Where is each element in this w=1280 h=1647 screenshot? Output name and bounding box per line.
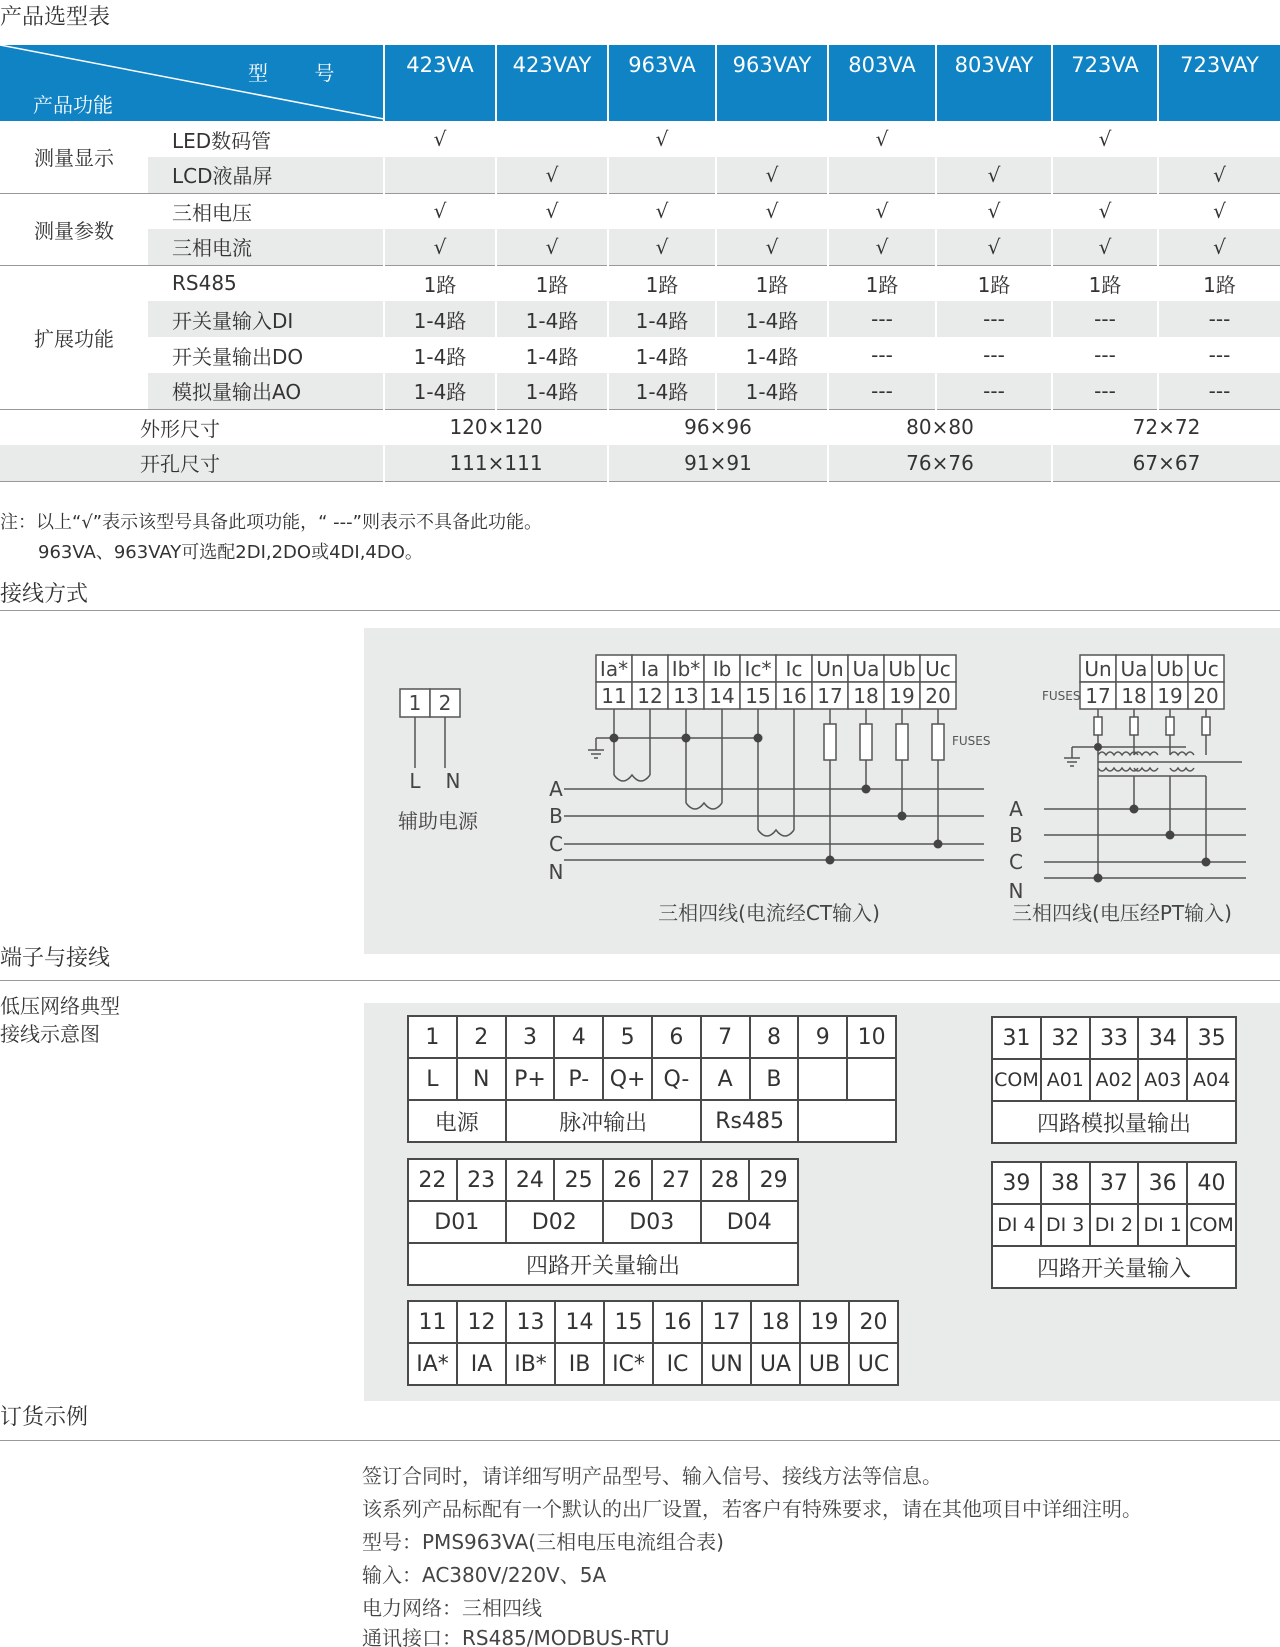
ct-num-label: 19 bbox=[889, 684, 915, 708]
terminal-label bbox=[798, 1058, 847, 1100]
group-label: 测量显示 bbox=[0, 121, 148, 193]
terminal-number: 3 bbox=[506, 1016, 555, 1058]
low-voltage-label-2: 接线示意图 bbox=[0, 1022, 100, 1046]
phase-label: B bbox=[549, 804, 563, 828]
table-cell: √ bbox=[828, 193, 936, 229]
divider bbox=[0, 610, 1280, 611]
pt-wiring bbox=[1044, 709, 1246, 878]
terminal-label: UN bbox=[702, 1343, 751, 1385]
table-cell: 1路 bbox=[1052, 265, 1158, 301]
feature-label: 模拟量输出AO bbox=[148, 373, 384, 409]
aux-label-l: L bbox=[409, 769, 421, 793]
terminal-group bbox=[798, 1100, 896, 1142]
table-cell: 1-4路 bbox=[496, 373, 608, 409]
pt-fuses-label: FUSES bbox=[1042, 689, 1081, 703]
terminal-number: 4 bbox=[554, 1016, 603, 1058]
table-cell: √ bbox=[828, 229, 936, 265]
dimension-label: 外形尺寸 bbox=[0, 409, 384, 445]
table-cell: 1路 bbox=[608, 265, 716, 301]
table-cell bbox=[1052, 157, 1158, 193]
table-cell: --- bbox=[1158, 373, 1280, 409]
table-cell: 1-4路 bbox=[496, 337, 608, 373]
table-cell: √ bbox=[384, 229, 496, 265]
table-cell: --- bbox=[1158, 301, 1280, 337]
table-cell: --- bbox=[1052, 373, 1158, 409]
pt-phase-label: C bbox=[1009, 850, 1023, 874]
terminal-label bbox=[847, 1058, 896, 1100]
terminal-number: 15 bbox=[604, 1301, 653, 1343]
terminal-number: 8 bbox=[750, 1016, 799, 1058]
feature-label: LCD液晶屏 bbox=[148, 157, 384, 193]
order-line: 该系列产品标配有一个默认的出厂设置，若客户有特殊要求，请在其他项目中详细注明。 bbox=[362, 1497, 1142, 1521]
ct-top-label: Ib* bbox=[671, 657, 701, 681]
table-row bbox=[0, 301, 1280, 337]
table-cell: 1-4路 bbox=[608, 301, 716, 337]
pt-phase-label: B bbox=[1009, 823, 1023, 847]
table-cell: √ bbox=[716, 193, 828, 229]
terminal-label: A bbox=[701, 1058, 750, 1100]
terminal-label: A04 bbox=[1187, 1059, 1236, 1101]
pt-phase-label: N bbox=[1008, 879, 1024, 903]
terminal-label: Q- bbox=[652, 1058, 701, 1100]
terminal-number: 17 bbox=[702, 1301, 751, 1343]
pt-num-label: 19 bbox=[1157, 684, 1183, 708]
ct-num-label: 18 bbox=[853, 684, 879, 708]
terminal-label: UB bbox=[800, 1343, 849, 1385]
order-line: 输入：AC380V/220V、5A bbox=[362, 1563, 607, 1587]
feature-label: 三相电压 bbox=[148, 193, 384, 229]
table-cell: --- bbox=[936, 337, 1052, 373]
terminal-group: 四路开关量输出 bbox=[408, 1243, 798, 1285]
model-header: 803VAY bbox=[936, 45, 1052, 121]
wiring-diagram bbox=[364, 628, 1280, 954]
terminal-label: DI 3 bbox=[1041, 1204, 1090, 1246]
table-cell: √ bbox=[1052, 121, 1158, 157]
table-cell: 1-4路 bbox=[608, 337, 716, 373]
table-cell: √ bbox=[608, 229, 716, 265]
terminal-block-do bbox=[407, 1158, 799, 1286]
pt-top-label: Un bbox=[1084, 657, 1112, 681]
terminal-number: 26 bbox=[603, 1159, 652, 1201]
table-cell: --- bbox=[936, 373, 1052, 409]
terminal-label: A02 bbox=[1090, 1059, 1139, 1101]
table-cell: 1路 bbox=[716, 265, 828, 301]
model-header: 723VA bbox=[1052, 45, 1158, 121]
table-cell: --- bbox=[1158, 337, 1280, 373]
terminal-label: D01 bbox=[408, 1201, 506, 1243]
terminal-label: DI 2 bbox=[1090, 1204, 1139, 1246]
note-line-1: 注：以上“√”表示该型号具备此项功能，“ ---”则表示不具备此功能。 bbox=[0, 512, 542, 533]
terminal-label: DI 1 bbox=[1138, 1204, 1187, 1246]
ct-num-label: 20 bbox=[925, 684, 951, 708]
terminal-number: 22 bbox=[408, 1159, 457, 1201]
terminal-label: IC* bbox=[604, 1343, 653, 1385]
table-corner-cell bbox=[0, 45, 384, 121]
terminal-label: IB* bbox=[506, 1343, 555, 1385]
terminal-label: L bbox=[408, 1058, 457, 1100]
ct-top-label: Ic* bbox=[744, 657, 772, 681]
terminal-block-di bbox=[991, 1161, 1237, 1289]
terminal-number: 20 bbox=[849, 1301, 898, 1343]
terminal-label: IC bbox=[653, 1343, 702, 1385]
feature-label: 三相电流 bbox=[148, 229, 384, 265]
terminal-number: 29 bbox=[749, 1159, 798, 1201]
table-cell: 1路 bbox=[384, 265, 496, 301]
table-cell bbox=[1158, 121, 1280, 157]
model-header: 803VA bbox=[828, 45, 936, 121]
table-cell: 91×91 bbox=[608, 445, 828, 481]
pt-num-label: 17 bbox=[1085, 684, 1111, 708]
terminal-group: 脉冲输出 bbox=[506, 1100, 701, 1142]
table-cell: 1路 bbox=[496, 265, 608, 301]
table-cell: √ bbox=[936, 157, 1052, 193]
phase-label: A bbox=[549, 777, 563, 801]
table-row bbox=[0, 229, 1280, 265]
pt-terminal-block bbox=[1080, 655, 1224, 709]
ct-top-label: Ic bbox=[785, 657, 803, 681]
table-row bbox=[0, 445, 1280, 481]
terminal-number: 19 bbox=[800, 1301, 849, 1343]
table-cell: √ bbox=[384, 121, 496, 157]
table-cell bbox=[608, 157, 716, 193]
table-cell: --- bbox=[828, 373, 936, 409]
table-row bbox=[0, 337, 1280, 373]
table-row bbox=[0, 265, 1280, 301]
table-cell: 76×76 bbox=[828, 445, 1052, 481]
pt-num-label: 18 bbox=[1121, 684, 1147, 708]
terminal-number: 6 bbox=[652, 1016, 701, 1058]
terminal-label: IB bbox=[555, 1343, 604, 1385]
terminal-block-ao bbox=[991, 1016, 1237, 1144]
model-header: 423VAY bbox=[496, 45, 608, 121]
table-cell: √ bbox=[608, 193, 716, 229]
terminal-label: N bbox=[457, 1058, 506, 1100]
table-cell: √ bbox=[1052, 193, 1158, 229]
ct-nodes bbox=[610, 734, 943, 865]
table-cell: √ bbox=[828, 121, 936, 157]
section-title-selection: 产品选型表 bbox=[0, 5, 111, 30]
table-cell: 1-4路 bbox=[384, 337, 496, 373]
table-cell: 1路 bbox=[936, 265, 1052, 301]
model-header: 723VAY bbox=[1158, 45, 1280, 121]
table-cell bbox=[716, 121, 828, 157]
section-title-terminals: 端子与接线 bbox=[0, 946, 111, 971]
pt-top-label: Ua bbox=[1120, 657, 1148, 681]
terminal-number: 13 bbox=[506, 1301, 555, 1343]
ct-num-label: 11 bbox=[601, 684, 627, 708]
table-cell: --- bbox=[1052, 337, 1158, 373]
order-line: 通讯接口：RS485/MODBUS-RTU bbox=[362, 1626, 670, 1647]
terminal-block-inputs bbox=[407, 1300, 899, 1386]
order-line: 电力网络：三相四线 bbox=[362, 1596, 542, 1620]
fuses-label: FUSES bbox=[952, 734, 991, 748]
terminal-group: 四路模拟量输出 bbox=[992, 1101, 1236, 1143]
feature-label: RS485 bbox=[148, 265, 384, 301]
product-selection-table bbox=[0, 45, 1280, 482]
table-row bbox=[0, 121, 1280, 157]
table-cell: √ bbox=[936, 193, 1052, 229]
terminal-number: 40 bbox=[1187, 1162, 1236, 1204]
table-cell: 96×96 bbox=[608, 409, 828, 445]
table-cell: √ bbox=[716, 157, 828, 193]
ct-num-label: 15 bbox=[745, 684, 771, 708]
table-cell: √ bbox=[1158, 193, 1280, 229]
terminal-number: 18 bbox=[751, 1301, 800, 1343]
table-cell: 120×120 bbox=[384, 409, 608, 445]
table-cell: √ bbox=[384, 193, 496, 229]
table-cell bbox=[828, 157, 936, 193]
terminal-number: 14 bbox=[555, 1301, 604, 1343]
terminal-number: 35 bbox=[1187, 1017, 1236, 1059]
terminal-label: A01 bbox=[1041, 1059, 1090, 1101]
table-cell: 1-4路 bbox=[716, 337, 828, 373]
aux-caption: 辅助电源 bbox=[398, 809, 478, 833]
ct-top-label: Ua bbox=[852, 657, 880, 681]
aux-terminal-1: 1 bbox=[408, 691, 422, 715]
ct-num-label: 16 bbox=[781, 684, 807, 708]
table-cell: √ bbox=[716, 229, 828, 265]
table-header-row bbox=[0, 45, 1280, 121]
table-row bbox=[0, 409, 1280, 445]
table-row bbox=[0, 193, 1280, 229]
table-cell: √ bbox=[1158, 229, 1280, 265]
terminal-block-power bbox=[407, 1015, 897, 1143]
table-cell bbox=[384, 157, 496, 193]
pt-phase-label: A bbox=[1009, 797, 1023, 821]
table-cell: √ bbox=[936, 229, 1052, 265]
terminal-label: D03 bbox=[603, 1201, 701, 1243]
terminal-number: 39 bbox=[992, 1162, 1041, 1204]
aux-label-n: N bbox=[445, 769, 461, 793]
table-cell: --- bbox=[828, 337, 936, 373]
ct-terminal-block bbox=[596, 655, 956, 709]
pt-num-label: 20 bbox=[1193, 684, 1219, 708]
terminal-label: D04 bbox=[701, 1201, 799, 1243]
ct-num-label: 17 bbox=[817, 684, 843, 708]
phase-label: C bbox=[549, 832, 563, 856]
ct-num-label: 13 bbox=[673, 684, 699, 708]
terminal-number: 10 bbox=[847, 1016, 896, 1058]
terminal-number: 24 bbox=[506, 1159, 555, 1201]
section-title-wiring: 接线方式 bbox=[0, 582, 89, 607]
wiring-diagram-panel bbox=[364, 628, 1280, 954]
section-title-order: 订货示例 bbox=[0, 1405, 89, 1430]
ct-top-label: Ia bbox=[640, 657, 660, 681]
pt-top-label: Ub bbox=[1156, 657, 1184, 681]
table-cell: --- bbox=[1052, 301, 1158, 337]
table-row bbox=[0, 373, 1280, 409]
table-cell: 1-4路 bbox=[716, 301, 828, 337]
terminal-number: 32 bbox=[1041, 1017, 1090, 1059]
terminal-label: IA* bbox=[408, 1343, 457, 1385]
terminal-number: 7 bbox=[701, 1016, 750, 1058]
ct-top-label: Ub bbox=[888, 657, 916, 681]
table-cell: 1路 bbox=[1158, 265, 1280, 301]
table-cell: 1-4路 bbox=[384, 373, 496, 409]
terminal-number: 1 bbox=[408, 1016, 457, 1058]
terminal-label: A03 bbox=[1138, 1059, 1187, 1101]
ct-num-label: 14 bbox=[709, 684, 735, 708]
low-voltage-label-1: 低压网络典型 bbox=[0, 994, 120, 1018]
table-cell: 1-4路 bbox=[608, 373, 716, 409]
pt-top-label: Uc bbox=[1193, 657, 1219, 681]
group-label: 测量参数 bbox=[0, 193, 148, 265]
terminal-label: DI 4 bbox=[992, 1204, 1041, 1246]
terminal-number: 33 bbox=[1090, 1017, 1139, 1059]
terminal-group: Rs485 bbox=[701, 1100, 799, 1142]
table-cell: 1-4路 bbox=[384, 301, 496, 337]
divider bbox=[0, 1440, 1280, 1441]
model-header: 963VAY bbox=[716, 45, 828, 121]
dimension-label: 开孔尺寸 bbox=[0, 445, 384, 481]
table-cell: 72×72 bbox=[1052, 409, 1280, 445]
terminal-label: COM bbox=[992, 1059, 1041, 1101]
feature-label: 开关量输入DI bbox=[148, 301, 384, 337]
terminal-number: 36 bbox=[1138, 1162, 1187, 1204]
phase-label: N bbox=[548, 860, 564, 884]
corner-model-label: 型 号 bbox=[248, 61, 355, 85]
group-label: 扩展功能 bbox=[0, 265, 148, 409]
terminal-number: 2 bbox=[457, 1016, 506, 1058]
ct-top-label: Ib bbox=[712, 657, 732, 681]
order-line: 签订合同时，请详细写明产品型号、输入信号、接线方法等信息。 bbox=[362, 1464, 942, 1488]
corner-function-label: 产品功能 bbox=[33, 93, 113, 117]
terminal-label: D02 bbox=[506, 1201, 604, 1243]
terminal-number: 12 bbox=[457, 1301, 506, 1343]
terminal-label: UC bbox=[849, 1343, 898, 1385]
terminal-label: B bbox=[750, 1058, 799, 1100]
table-cell: √ bbox=[496, 193, 608, 229]
terminal-number: 23 bbox=[457, 1159, 506, 1201]
table-cell: √ bbox=[608, 121, 716, 157]
ct-top-label: Un bbox=[816, 657, 844, 681]
terminal-number: 38 bbox=[1041, 1162, 1090, 1204]
terminal-number: 28 bbox=[701, 1159, 750, 1201]
table-cell: 1-4路 bbox=[716, 373, 828, 409]
table-cell: 1路 bbox=[828, 265, 936, 301]
terminal-label: P+ bbox=[506, 1058, 555, 1100]
terminal-number: 27 bbox=[652, 1159, 701, 1201]
table-cell: √ bbox=[496, 229, 608, 265]
terminal-group: 四路开关量输入 bbox=[992, 1246, 1236, 1288]
order-line: 型号：PMS963VA(三相电压电流组合表) bbox=[362, 1530, 724, 1554]
terminal-label: COM bbox=[1187, 1204, 1236, 1246]
table-cell: √ bbox=[1158, 157, 1280, 193]
model-header: 963VA bbox=[608, 45, 716, 121]
note-line-2: 963VA、963VAY可选配2DI,2DO或4DI,4DO。 bbox=[38, 542, 423, 563]
divider bbox=[0, 980, 1280, 981]
terminal-number: 5 bbox=[603, 1016, 652, 1058]
table-cell: 80×80 bbox=[828, 409, 1052, 445]
terminal-label: UA bbox=[751, 1343, 800, 1385]
terminal-number: 25 bbox=[554, 1159, 603, 1201]
terminal-number: 31 bbox=[992, 1017, 1041, 1059]
table-cell: 67×67 bbox=[1052, 445, 1280, 481]
terminal-label: P- bbox=[554, 1058, 603, 1100]
terminal-number: 34 bbox=[1138, 1017, 1187, 1059]
table-row bbox=[0, 157, 1280, 193]
table-cell bbox=[496, 121, 608, 157]
terminal-group: 电源 bbox=[408, 1100, 506, 1142]
ct-wiring bbox=[564, 709, 984, 860]
ct-num-label: 12 bbox=[637, 684, 663, 708]
model-header: 423VA bbox=[384, 45, 496, 121]
terminal-number: 9 bbox=[798, 1016, 847, 1058]
table-cell: --- bbox=[828, 301, 936, 337]
terminal-number: 16 bbox=[653, 1301, 702, 1343]
aux-terminal-2: 2 bbox=[438, 691, 452, 715]
ct-top-label: Uc bbox=[925, 657, 951, 681]
table-cell bbox=[936, 121, 1052, 157]
table-cell: --- bbox=[936, 301, 1052, 337]
table-cell: 1-4路 bbox=[496, 301, 608, 337]
feature-label: LED数码管 bbox=[148, 121, 384, 157]
pt-caption: 三相四线(电压经PT输入) bbox=[1012, 901, 1232, 925]
terminal-number: 37 bbox=[1090, 1162, 1139, 1204]
feature-label: 开关量输出DO bbox=[148, 337, 384, 373]
ct-caption: 三相四线(电流经CT输入) bbox=[658, 901, 880, 925]
terminal-label: Q+ bbox=[603, 1058, 652, 1100]
terminal-number: 11 bbox=[408, 1301, 457, 1343]
table-cell: √ bbox=[1052, 229, 1158, 265]
ct-top-label: Ia* bbox=[599, 657, 629, 681]
terminal-label: IA bbox=[457, 1343, 506, 1385]
table-cell: √ bbox=[496, 157, 608, 193]
table-cell: 111×111 bbox=[384, 445, 608, 481]
